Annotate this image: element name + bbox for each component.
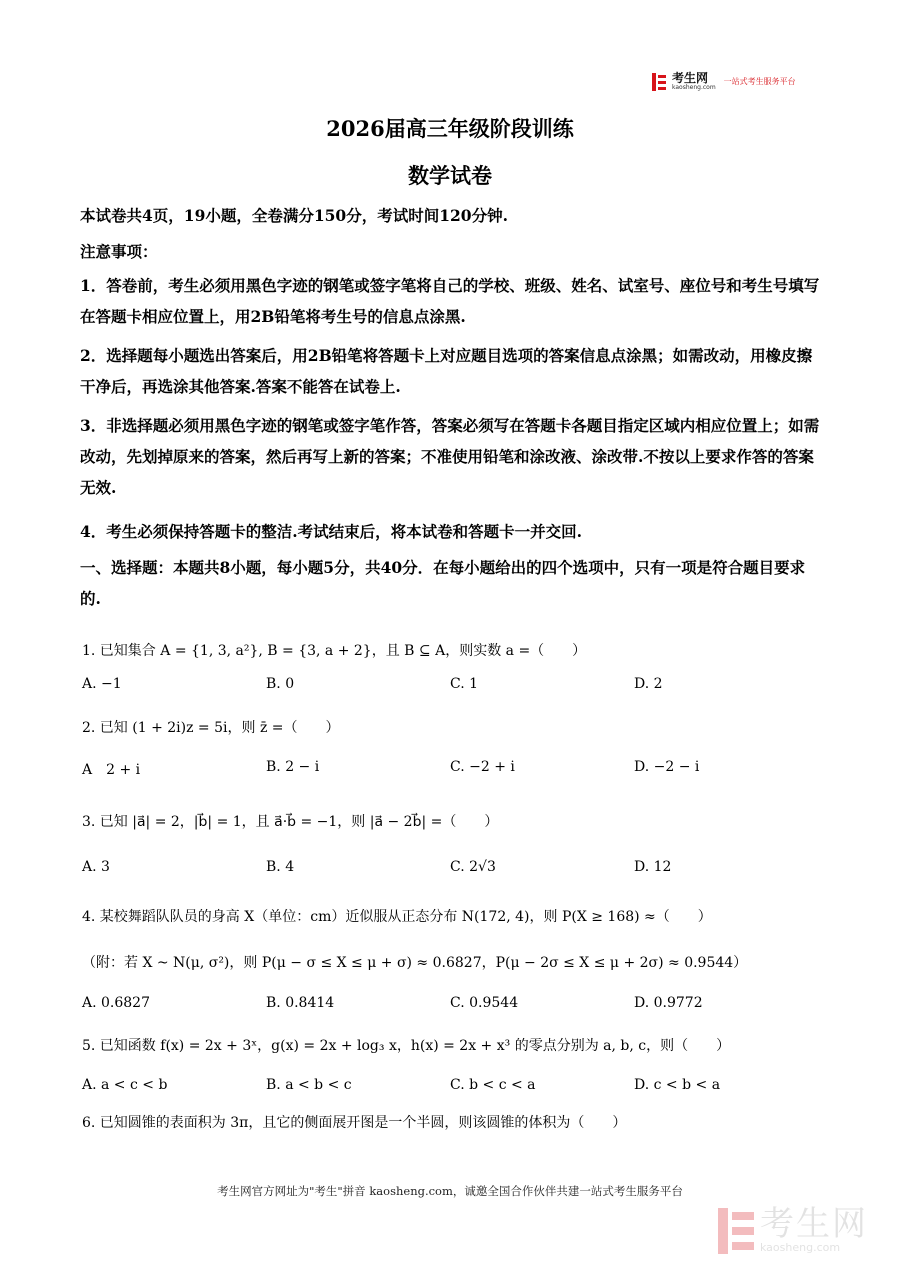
exam-title: 2026届高三年级阶段训练 xyxy=(326,116,574,141)
option-b[interactable]: B. 2 − i xyxy=(266,759,320,775)
option-d[interactable]: D. 12 xyxy=(634,859,672,875)
option-b[interactable]: B. 0 xyxy=(266,676,295,692)
question-4-options xyxy=(82,995,842,1017)
option-c[interactable]: C. 2√3 xyxy=(450,859,496,875)
option-d[interactable]: D. −2 − i xyxy=(634,759,700,775)
option-d[interactable]: D. 2 xyxy=(634,676,663,692)
logo-domain: kaosheng.com xyxy=(672,84,716,91)
option-c[interactable]: C. b < c < a xyxy=(450,1077,536,1093)
option-a[interactable]: A. 0.6827 xyxy=(82,995,150,1011)
option-c[interactable]: C. −2 + i xyxy=(450,759,515,775)
note-item-3: 3．非选择题必须用黑色字迹的钢笔或签字笔作答，答案必须写在答题卡各题目指定区域内相应位置上；如需改动，先划掉原来的答案，然后再写上新的答案；不准使用铅笔和涂改液、涂改带.不按以上要求作答的答案无效. xyxy=(80,416,820,497)
option-a[interactable]: A. a < c < b xyxy=(82,1077,168,1093)
question-1-stem: 1. 已知集合 A = {1, 3, a²}, B = {3, a + 2}，且 B ⊆ A，则实数 a =（ ） xyxy=(82,643,587,659)
exam-subtitle: 数学试卷 xyxy=(408,163,492,188)
question-6-stem: 6. 已知圆锥的表面积为 3π，且它的侧面展开图是一个半圆，则该圆锥的体积为（ ） xyxy=(82,1115,627,1131)
option-b[interactable]: B. 0.8414 xyxy=(266,995,335,1011)
note-item-2: 2．选择题每小题选出答案后，用2B铅笔将答题卡上对应题目选项的答案信息点涂黑；如需改动，用橡皮擦干净后，再选涂其他答案.答案不能答在试卷上. xyxy=(80,346,813,396)
question-2-stem: 2. 已知 (1 + 2i)z = 5i，则 z̄ =（ ） xyxy=(82,720,340,736)
question-4-note: （附：若 X ~ N(μ, σ²)，则 P(μ − σ ≤ X ≤ μ + σ) ≈ 0.6827，P(μ − 2σ ≤ X ≤ μ + 2σ) ≈ 0.9544） xyxy=(82,955,748,971)
watermark-domain: kaosheng.com xyxy=(760,1241,841,1254)
question-5-stem: 5. 已知函数 f(x) = 2x + 3ˣ，g(x) = 2x + log₃ x，h(x) = 2x + x³ 的零点分别为 a, b, c，则（ ） xyxy=(82,1038,731,1054)
question-4-stem: 4. 某校舞蹈队队员的身高 X（单位：cm）近似服从正态分布 N(172, 4)，则 P(X ≥ 168) ≈（ ） xyxy=(82,909,712,925)
option-a[interactable]: A. −1 xyxy=(82,676,122,692)
kaosheng-logo-icon xyxy=(652,73,666,91)
question-1-options xyxy=(82,676,842,698)
option-a[interactable]: A. 3 xyxy=(82,859,110,875)
question-3-stem: 3. 已知 |a⃗| = 2，|b⃗| = 1，且 a⃗·b⃗ = −1，则 |a⃗ − 2b⃗| =（ ） xyxy=(82,814,499,830)
watermark xyxy=(718,1204,868,1254)
option-d[interactable]: D. c < b < a xyxy=(634,1077,721,1093)
option-c[interactable]: C. 1 xyxy=(450,676,479,692)
option-b[interactable]: B. a < b < c xyxy=(266,1077,352,1093)
option-b[interactable]: B. 4 xyxy=(266,859,295,875)
section-heading: 一、选择题：本题共8小题，每小题5分，共40分．在每小题给出的四个选项中，只有一项是符合题目要求的. xyxy=(80,558,806,608)
page-footer: 考生网官方网址为"考生"拼音 kaosheng.com，诚邀全国合作伙伴共建一站式考生服务平台 xyxy=(217,1184,683,1198)
kaosheng-watermark-icon xyxy=(718,1208,754,1254)
note-item-1: 1．答卷前，考生必须用黑色字迹的钢笔或签字笔将自己的学校、班级、姓名、试室号、座位号和考生号填写在答题卡相应位置上，用2B铅笔将考生号的信息点涂黑. xyxy=(80,276,820,326)
note-item-4: 4．考生必须保持答题卡的整洁.考试结束后，将本试卷和答题卡一并交回. xyxy=(80,522,583,541)
exam-intro: 本试卷共4页，19小题，全卷满分150分，考试时间120分钟. xyxy=(80,206,508,225)
logo-slogan: 一站式考生服务平台 xyxy=(723,77,796,86)
option-a[interactable]: A 2 + i xyxy=(82,762,141,778)
notes-heading: 注意事项： xyxy=(80,242,158,261)
header-logo[interactable] xyxy=(652,72,796,91)
question-5-options xyxy=(82,1077,842,1099)
watermark-name: 考生网 xyxy=(760,1204,868,1244)
question-3-options xyxy=(82,859,842,881)
question-2-options xyxy=(82,759,842,781)
option-c[interactable]: C. 0.9544 xyxy=(450,995,519,1011)
option-d[interactable]: D. 0.9772 xyxy=(634,995,703,1011)
logo-name: 考生网 xyxy=(672,71,709,85)
